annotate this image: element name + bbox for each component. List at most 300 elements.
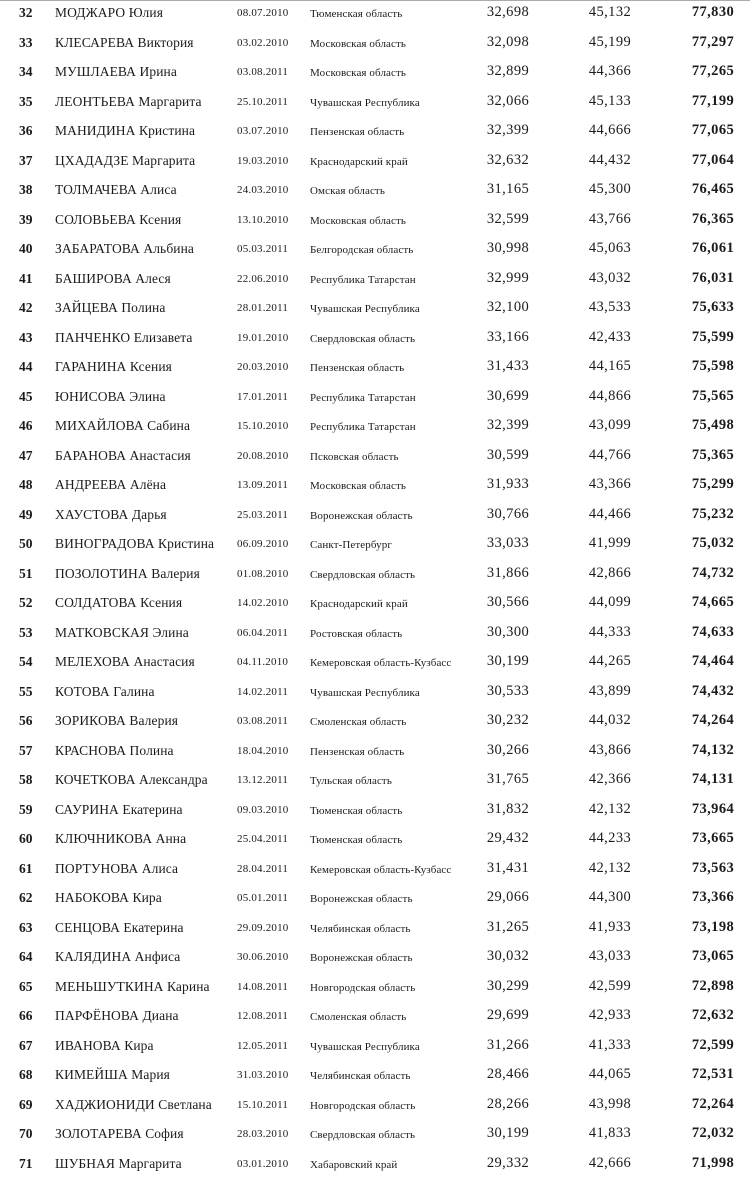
region-cell: Чувашская Республика	[310, 96, 420, 109]
rank-cell: 46	[19, 418, 33, 433]
total-score-cell: 73,065	[691, 948, 735, 964]
region-cell: Кемеровская область-Кузбасс	[310, 657, 452, 669]
score2-cell: 43,032	[588, 269, 632, 286]
score2-cell: 44,065	[588, 1066, 632, 1082]
rank-cell: 54	[19, 654, 33, 669]
rank-cell: 45	[19, 388, 33, 404]
score1-cell: 32,399	[486, 122, 530, 138]
table-row	[0, 1, 750, 31]
score2-cell: 42,132	[588, 859, 632, 876]
score2-cell: 44,300	[588, 889, 632, 905]
table-row	[0, 149, 750, 179]
birthdate-cell: 28.01.2011	[237, 302, 289, 314]
score2-cell: 44,265	[588, 653, 632, 669]
athlete-name-cell: КАЛЯДИНА Анфиса	[55, 949, 181, 964]
birthdate-cell: 25.03.2011	[237, 508, 289, 521]
score1-cell: 32,100	[486, 299, 530, 315]
rank-cell: 68	[19, 1067, 33, 1082]
score2-cell: 45,132	[588, 4, 632, 20]
table-row	[0, 886, 750, 916]
score1-cell: 30,299	[486, 977, 530, 994]
table-row	[0, 31, 750, 61]
table-row	[0, 916, 750, 946]
birthdate-cell: 19.03.2010	[237, 154, 289, 167]
athlete-name-cell: ГАРАНИНА Ксения	[55, 359, 172, 374]
birthdate-cell: 14.02.2011	[237, 685, 289, 698]
athlete-name-cell: КЛЮЧНИКОВА Анна	[55, 831, 187, 846]
score1-cell: 32,899	[486, 63, 530, 79]
rank-cell: 44	[19, 359, 33, 374]
table-row	[0, 1093, 750, 1123]
score1-cell: 28,266	[486, 1095, 530, 1112]
athlete-name-cell: ЮНИСОВА Элина	[55, 388, 166, 404]
athlete-name-cell: ЗАБАРАТОВА Альбина	[55, 241, 195, 256]
region-cell: Республика Татарстан	[310, 273, 416, 286]
table-row	[0, 355, 750, 385]
score1-cell: 30,599	[486, 446, 530, 463]
region-cell: Московская область	[310, 214, 407, 227]
score2-cell: 43,899	[588, 682, 632, 699]
table-row	[0, 945, 750, 975]
birthdate-cell: 05.03.2011	[237, 243, 289, 255]
rank-cell: 34	[19, 64, 33, 79]
total-score-cell: 73,964	[691, 800, 735, 817]
score2-cell: 44,666	[588, 122, 632, 138]
score1-cell: 30,266	[486, 741, 530, 758]
region-cell: Новгородская область	[310, 981, 416, 994]
score1-cell: 31,765	[486, 771, 530, 787]
region-cell: Белгородская область	[310, 244, 414, 256]
table-row	[0, 975, 750, 1005]
region-cell: Воронежская область	[310, 893, 413, 905]
birthdate-cell: 13.10.2010	[237, 213, 289, 226]
table-row	[0, 503, 750, 533]
score1-cell: 32,698	[486, 4, 530, 20]
score1-cell: 30,199	[486, 1125, 530, 1141]
score2-cell: 43,766	[588, 210, 632, 227]
table-row	[0, 650, 750, 680]
total-score-cell: 76,061	[691, 240, 735, 256]
table-row	[0, 1034, 750, 1064]
score2-cell: 44,333	[588, 623, 632, 640]
total-score-cell: 75,633	[691, 299, 735, 315]
birthdate-cell: 03.07.2010	[237, 125, 289, 137]
athlete-name-cell: БАРАНОВА Анастасия	[55, 447, 191, 463]
total-score-cell: 72,032	[691, 1125, 735, 1141]
score1-cell: 32,599	[486, 210, 530, 227]
region-cell: Омская область	[310, 185, 385, 197]
athlete-name-cell: ЛЕОНТЬЕВА Маргарита	[55, 93, 202, 109]
score1-cell: 32,098	[486, 33, 530, 50]
table-row	[0, 827, 750, 857]
total-score-cell: 77,065	[691, 122, 735, 138]
rank-cell: 33	[19, 34, 33, 50]
score2-cell: 43,533	[588, 299, 632, 315]
table-row	[0, 1152, 750, 1181]
total-score-cell: 77,265	[691, 63, 735, 79]
table-row	[0, 591, 750, 621]
table-row	[0, 178, 750, 208]
birthdate-cell: 12.08.2011	[237, 1010, 289, 1022]
table-row	[0, 119, 750, 149]
region-cell: Кемеровская область-Кузбасс	[310, 863, 452, 876]
rank-cell: 47	[19, 447, 33, 463]
table-row	[0, 237, 750, 267]
athlete-name-cell: ПОРТУНОВА Алиса	[55, 860, 179, 876]
score2-cell: 44,233	[588, 830, 632, 846]
birthdate-cell: 17.01.2011	[237, 390, 289, 403]
score2-cell: 43,366	[588, 476, 632, 492]
athlete-name-cell: АНДРЕЕВА Алёна	[55, 477, 167, 492]
score2-cell: 42,366	[588, 771, 632, 787]
total-score-cell: 75,565	[691, 387, 735, 404]
region-cell: Краснодарский край	[310, 155, 408, 168]
rank-cell: 35	[19, 93, 33, 109]
table-row	[0, 326, 750, 356]
score2-cell: 43,033	[588, 948, 632, 964]
table-row	[0, 680, 750, 710]
region-cell: Московская область	[310, 37, 407, 50]
birthdate-cell: 15.10.2010	[237, 420, 289, 432]
athlete-name-cell: МАНИДИНА Кристина	[55, 123, 196, 138]
birthdate-cell: 12.05.2011	[237, 1039, 289, 1052]
score1-cell: 33,033	[486, 535, 530, 551]
score2-cell: 44,766	[588, 446, 632, 463]
score2-cell: 44,866	[588, 387, 632, 404]
region-cell: Санкт-Петербург	[310, 539, 392, 551]
rank-cell: 56	[19, 713, 33, 728]
total-score-cell: 77,064	[691, 151, 735, 168]
table-row	[0, 414, 750, 444]
region-cell: Чувашская Республика	[310, 303, 420, 315]
birthdate-cell: 08.07.2010	[237, 7, 289, 19]
athlete-name-cell: КОЧЕТКОВА Александра	[55, 772, 208, 787]
athlete-name-cell: СОЛОВЬЕВА Ксения	[55, 211, 182, 227]
score2-cell: 41,833	[588, 1125, 632, 1141]
birthdate-cell: 14.08.2011	[237, 980, 289, 993]
birthdate-cell: 19.01.2010	[237, 331, 289, 344]
athlete-name-cell: САУРИНА Екатерина	[55, 801, 183, 817]
athlete-name-cell: ХАДЖИОНИДИ Светлана	[55, 1096, 212, 1112]
athlete-name-cell: ЗОЛОТАРЕВА София	[55, 1126, 184, 1141]
rank-cell: 52	[19, 595, 33, 610]
table-row	[0, 1063, 750, 1093]
table-row	[0, 1004, 750, 1034]
athlete-name-cell: ЦХАДАДЗЕ Маргарита	[55, 152, 196, 168]
score1-cell: 32,999	[486, 269, 530, 286]
score2-cell: 45,063	[588, 240, 632, 256]
region-cell: Смоленская область	[310, 716, 407, 728]
total-score-cell: 74,131	[691, 771, 735, 787]
score2-cell: 44,032	[588, 712, 632, 728]
rank-cell: 32	[19, 5, 33, 20]
birthdate-cell: 28.04.2011	[237, 862, 289, 875]
score1-cell: 31,433	[486, 358, 530, 374]
rank-cell: 49	[19, 506, 33, 522]
athlete-name-cell: МУШЛАЕВА Ирина	[55, 64, 177, 79]
total-score-cell: 76,465	[691, 181, 735, 197]
birthdate-cell: 24.03.2010	[237, 184, 289, 196]
rank-cell: 60	[19, 831, 33, 846]
score1-cell: 30,699	[486, 387, 530, 404]
score1-cell: 29,332	[486, 1154, 530, 1171]
region-cell: Челябинская область	[310, 922, 411, 935]
birthdate-cell: 03.08.2011	[237, 715, 289, 727]
total-score-cell: 74,464	[691, 653, 735, 669]
score1-cell: 30,032	[486, 948, 530, 964]
score2-cell: 44,099	[588, 594, 632, 610]
region-cell: Республика Татарстан	[310, 421, 416, 433]
athlete-name-cell: СЕНЦОВА Екатерина	[55, 919, 184, 935]
rank-cell: 55	[19, 683, 33, 699]
score2-cell: 43,998	[588, 1095, 632, 1112]
athlete-name-cell: КЛЕСАРЕВА Виктория	[55, 34, 194, 50]
total-score-cell: 73,198	[691, 918, 735, 935]
birthdate-cell: 03.02.2010	[237, 36, 289, 49]
birthdate-cell: 22.06.2010	[237, 272, 289, 285]
athlete-name-cell: ПАНЧЕНКО Елизавета	[55, 329, 193, 345]
athlete-name-cell: ИВАНОВА Кира	[55, 1037, 154, 1053]
score1-cell: 31,933	[486, 476, 530, 492]
rank-cell: 48	[19, 477, 33, 492]
region-cell: Псковская область	[310, 450, 399, 463]
birthdate-cell: 18.04.2010	[237, 744, 289, 757]
birthdate-cell: 01.08.2010	[237, 567, 289, 580]
table-row	[0, 562, 750, 592]
birthdate-cell: 06.04.2011	[237, 626, 289, 639]
table-row	[0, 857, 750, 887]
table-row	[0, 709, 750, 739]
total-score-cell: 76,365	[691, 210, 735, 227]
score2-cell: 43,866	[588, 741, 632, 758]
score1-cell: 30,232	[486, 712, 530, 728]
score1-cell: 30,998	[486, 240, 530, 256]
score1-cell: 32,632	[486, 151, 530, 168]
total-score-cell: 74,432	[691, 682, 735, 699]
rank-cell: 57	[19, 742, 33, 758]
table-row	[0, 739, 750, 769]
score2-cell: 42,433	[588, 328, 632, 345]
region-cell: Московская область	[310, 67, 407, 79]
total-score-cell: 75,232	[691, 505, 735, 522]
region-cell: Челябинская область	[310, 1070, 411, 1082]
total-score-cell: 74,132	[691, 741, 735, 758]
birthdate-cell: 15.10.2011	[237, 1098, 289, 1111]
rank-cell: 71	[19, 1155, 33, 1171]
score1-cell: 29,699	[486, 1007, 530, 1023]
region-cell: Тульская область	[310, 775, 392, 787]
total-score-cell: 75,032	[691, 535, 735, 551]
score2-cell: 44,466	[588, 505, 632, 522]
table-row	[0, 60, 750, 90]
score1-cell: 29,432	[486, 830, 530, 846]
athlete-name-cell: НАБОКОВА Кира	[55, 890, 162, 905]
score2-cell: 41,999	[588, 535, 632, 551]
score1-cell: 29,066	[486, 889, 530, 905]
region-cell: Свердловская область	[310, 1129, 416, 1141]
birthdate-cell: 14.02.2010	[237, 597, 289, 609]
score1-cell: 33,166	[486, 328, 530, 345]
athlete-name-cell: ПАРФЁНОВА Диана	[55, 1008, 179, 1023]
score2-cell: 41,933	[588, 918, 632, 935]
total-score-cell: 72,531	[691, 1066, 735, 1082]
athlete-name-cell: КРАСНОВА Полина	[55, 742, 174, 758]
score2-cell: 45,300	[588, 181, 632, 197]
rank-cell: 37	[19, 152, 33, 168]
birthdate-cell: 04.11.2010	[237, 656, 289, 668]
athlete-name-cell: КИМЕЙША Мария	[55, 1067, 170, 1082]
total-score-cell: 75,498	[691, 417, 735, 433]
score2-cell: 42,132	[588, 800, 632, 817]
birthdate-cell: 03.08.2011	[237, 66, 289, 78]
total-score-cell: 74,633	[691, 623, 735, 640]
region-cell: Воронежская область	[310, 509, 413, 522]
region-cell: Новгородская область	[310, 1099, 416, 1112]
rank-cell: 66	[19, 1008, 33, 1023]
total-score-cell: 76,031	[691, 269, 735, 286]
athlete-name-cell: ВИНОГРАДОВА Кристина	[55, 536, 215, 551]
birthdate-cell: 13.09.2011	[237, 479, 289, 491]
score2-cell: 44,165	[588, 358, 632, 374]
rank-cell: 64	[19, 949, 33, 964]
region-cell: Тюменская область	[310, 8, 403, 20]
region-cell: Пензенская область	[310, 126, 405, 138]
total-score-cell: 77,199	[691, 92, 735, 109]
rank-cell: 41	[19, 270, 33, 286]
score1-cell: 31,866	[486, 564, 530, 581]
score1-cell: 31,265	[486, 918, 530, 935]
rank-cell: 40	[19, 241, 33, 256]
score2-cell: 42,866	[588, 564, 632, 581]
score1-cell: 30,199	[486, 653, 530, 669]
table-row	[0, 768, 750, 798]
athlete-name-cell: СОЛДАТОВА Ксения	[55, 595, 183, 610]
score1-cell: 30,300	[486, 623, 530, 640]
total-score-cell: 72,264	[691, 1095, 735, 1112]
score2-cell: 44,432	[588, 151, 632, 168]
rank-cell: 61	[19, 860, 33, 876]
total-score-cell: 75,599	[691, 328, 735, 345]
athlete-name-cell: ПОЗОЛОТИНА Валерия	[55, 565, 200, 581]
total-score-cell: 73,563	[691, 859, 735, 876]
score2-cell: 42,666	[588, 1154, 632, 1171]
rank-cell: 63	[19, 919, 33, 935]
table-row	[0, 621, 750, 651]
region-cell: Республика Татарстан	[310, 391, 416, 404]
total-score-cell: 74,264	[691, 712, 735, 728]
table-row	[0, 444, 750, 474]
athlete-name-cell: МЕНЬШУТКИНА Карина	[55, 978, 210, 994]
rank-cell: 51	[19, 565, 33, 581]
birthdate-cell: 30.06.2010	[237, 951, 289, 963]
score1-cell: 30,766	[486, 505, 530, 522]
region-cell: Смоленская область	[310, 1011, 407, 1023]
athlete-name-cell: ХАУСТОВА Дарья	[55, 506, 167, 522]
birthdate-cell: 20.08.2010	[237, 449, 289, 462]
table-row	[0, 798, 750, 828]
rank-cell: 67	[19, 1037, 33, 1053]
region-cell: Хабаровский край	[310, 1158, 398, 1171]
rank-cell: 39	[19, 211, 33, 227]
total-score-cell: 77,830	[691, 4, 735, 20]
score1-cell: 31,832	[486, 800, 530, 817]
total-score-cell: 72,632	[691, 1007, 735, 1023]
rank-cell: 36	[19, 123, 33, 138]
score2-cell: 45,199	[588, 33, 632, 50]
score2-cell: 43,099	[588, 417, 632, 433]
birthdate-cell: 13.12.2011	[237, 774, 289, 786]
birthdate-cell: 25.10.2011	[237, 95, 289, 108]
rank-cell: 58	[19, 772, 33, 787]
score2-cell: 41,333	[588, 1036, 632, 1053]
athlete-name-cell: ЗАЙЦЕВА Полина	[55, 300, 166, 315]
region-cell: Тюменская область	[310, 804, 403, 817]
region-cell: Воронежская область	[310, 952, 413, 964]
athlete-name-cell: БАШИРОВА Алеся	[55, 270, 171, 286]
athlete-name-cell: МЕЛЕХОВА Анастасия	[55, 654, 195, 669]
ranking-table	[0, 1, 750, 1181]
total-score-cell: 75,598	[691, 358, 735, 374]
total-score-cell: 73,665	[691, 830, 735, 846]
total-score-cell: 75,365	[691, 446, 735, 463]
total-score-cell: 74,732	[691, 564, 735, 581]
score1-cell: 30,566	[486, 594, 530, 610]
table-row	[0, 473, 750, 503]
total-score-cell: 74,665	[691, 594, 735, 610]
birthdate-cell: 03.01.2010	[237, 1157, 289, 1170]
athlete-name-cell: ШУБНАЯ Маргарита	[55, 1155, 182, 1171]
rank-cell: 38	[19, 182, 33, 197]
total-score-cell: 72,898	[691, 977, 735, 994]
athlete-name-cell: ЗОРИКОВА Валерия	[55, 713, 179, 728]
athlete-name-cell: МИХАЙЛОВА Сабина	[55, 418, 191, 433]
region-cell: Пензенская область	[310, 745, 405, 758]
region-cell: Свердловская область	[310, 568, 416, 581]
birthdate-cell: 28.03.2010	[237, 1128, 289, 1140]
athlete-name-cell: МАТКОВСКАЯ Элина	[55, 624, 189, 640]
athlete-name-cell: МОДЖАРО Юлия	[55, 5, 164, 20]
region-cell: Чувашская Республика	[310, 1040, 420, 1053]
birthdate-cell: 05.01.2011	[237, 892, 289, 904]
score2-cell: 44,366	[588, 63, 632, 79]
table-row	[0, 90, 750, 120]
athlete-name-cell: ТОЛМАЧЕВА Алиса	[55, 182, 177, 197]
birthdate-cell: 06.09.2010	[237, 538, 289, 550]
table-row	[0, 208, 750, 238]
rank-cell: 59	[19, 801, 33, 817]
score1-cell: 31,266	[486, 1036, 530, 1053]
region-cell: Свердловская область	[310, 332, 416, 345]
score1-cell: 31,431	[486, 859, 530, 876]
score1-cell: 30,533	[486, 682, 530, 699]
rank-cell: 43	[19, 329, 33, 345]
region-cell: Краснодарский край	[310, 598, 408, 610]
score2-cell: 42,933	[588, 1007, 632, 1023]
rank-cell: 65	[19, 978, 33, 994]
total-score-cell: 75,299	[691, 476, 735, 492]
region-cell: Московская область	[310, 480, 407, 492]
score1-cell: 28,466	[486, 1066, 530, 1082]
total-score-cell: 71,998	[691, 1154, 735, 1171]
rank-cell: 70	[19, 1126, 33, 1141]
rank-cell: 53	[19, 624, 33, 640]
total-score-cell: 77,297	[691, 33, 735, 50]
birthdate-cell: 25.04.2011	[237, 833, 289, 845]
table-row	[0, 1122, 750, 1152]
rank-cell: 62	[19, 890, 33, 905]
score1-cell: 32,399	[486, 417, 530, 433]
table-row	[0, 296, 750, 326]
